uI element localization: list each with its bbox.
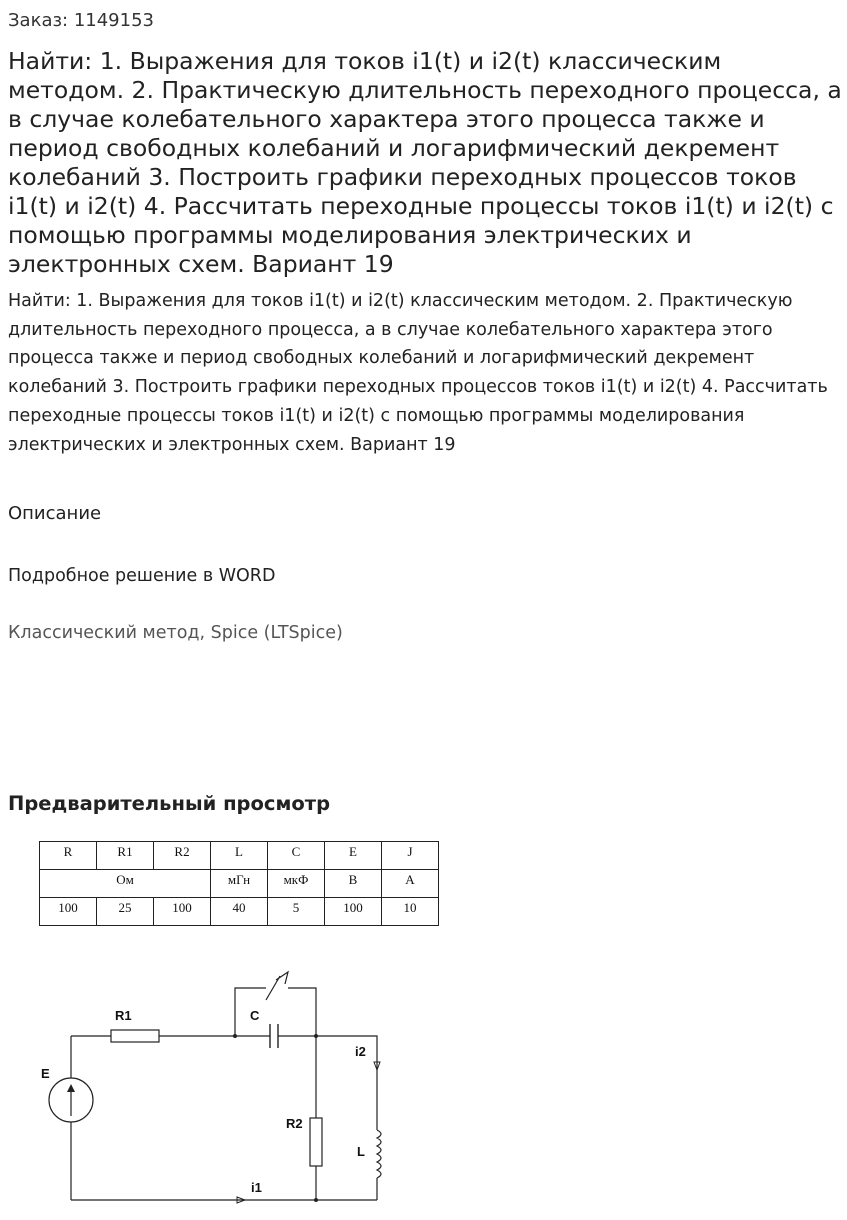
table-unit-cell: Ом (40, 870, 211, 898)
table-value-cell: 100 (40, 898, 97, 926)
label-i1: i1 (251, 1180, 262, 1195)
table-units-row (40, 870, 439, 898)
label-l: L (357, 1144, 365, 1159)
label-e: E (41, 1066, 50, 1081)
junction-dot (233, 1034, 237, 1038)
table-unit-cell: А (382, 870, 439, 898)
table-header-cell: J (382, 842, 439, 870)
resistor-r2 (310, 1118, 322, 1166)
table-value-cell: 100 (325, 898, 382, 926)
wire (288, 988, 316, 1036)
junction-dot (314, 1034, 318, 1038)
table-unit-cell: мкФ (268, 870, 325, 898)
label-c: C (250, 1008, 260, 1023)
table-header-row (40, 842, 439, 870)
switch-blade (266, 976, 280, 1000)
table-header-cell: L (211, 842, 268, 870)
label-r2: R2 (286, 1116, 303, 1131)
table-unit-cell: мГн (211, 870, 268, 898)
table-value-cell: 5 (268, 898, 325, 926)
description-heading: Описание (8, 503, 102, 524)
table-header-cell: E (325, 842, 382, 870)
page-title: Найти: 1. Выражения для токов i1(t) и i2(t) классическим методом. 2. Практическую длительность переходного процесса, а в случае колебательного характера этого процесса также и период свободных колебаний и логарифмический декремент колебаний 3. Построить графики переходных процессов токов i1(t) и i2(t) 4. Рассчитать переходные процессы токов i1(t) и i2(t) с помощью программы моделирования электрических и электронных схем. Вариант 19 (8, 47, 842, 278)
description-text: Подробное решение в WORD (8, 566, 276, 586)
order-number: Заказ: 1149153 (8, 10, 154, 31)
switch-arrow (276, 972, 288, 984)
table-header-cell: R2 (154, 842, 211, 870)
table-value-cell: 10 (382, 898, 439, 926)
inductor-l (377, 1130, 381, 1178)
wire (316, 1036, 377, 1130)
table-header-cell: R1 (97, 842, 154, 870)
preview-heading: Предварительный просмотр (8, 792, 331, 815)
description-tags: Классический метод, Spice (LTSpice) (8, 623, 343, 643)
circuit-diagram (30, 960, 410, 1210)
table-values-row (40, 898, 439, 926)
table-unit-cell: В (325, 870, 382, 898)
table-value-cell: 25 (97, 898, 154, 926)
table-value-cell: 100 (154, 898, 211, 926)
task-text: Найти: 1. Выражения для токов i1(t) и i2(t) классическим методом. 2. Практическую длительность переходного процесса, а в случае колебательного характера этого процесса также и период свободных колебаний и логарифмический декремент колебаний 3. Построить графики переходных процессов токов i1(t) и i2(t) 4. Рассчитать переходные процессы токов i1(t) и i2(t) с помощью программы моделирования электрических и электронных схем. Вариант 19 (8, 291, 828, 455)
label-i2: i2 (355, 1044, 366, 1059)
parameters-table (39, 841, 439, 926)
table-value-cell: 40 (211, 898, 268, 926)
junction-dot (314, 1198, 318, 1202)
label-r1: R1 (115, 1008, 132, 1023)
table-header-cell: R (40, 842, 97, 870)
table-header-cell: C (268, 842, 325, 870)
resistor-r1 (111, 1030, 159, 1042)
